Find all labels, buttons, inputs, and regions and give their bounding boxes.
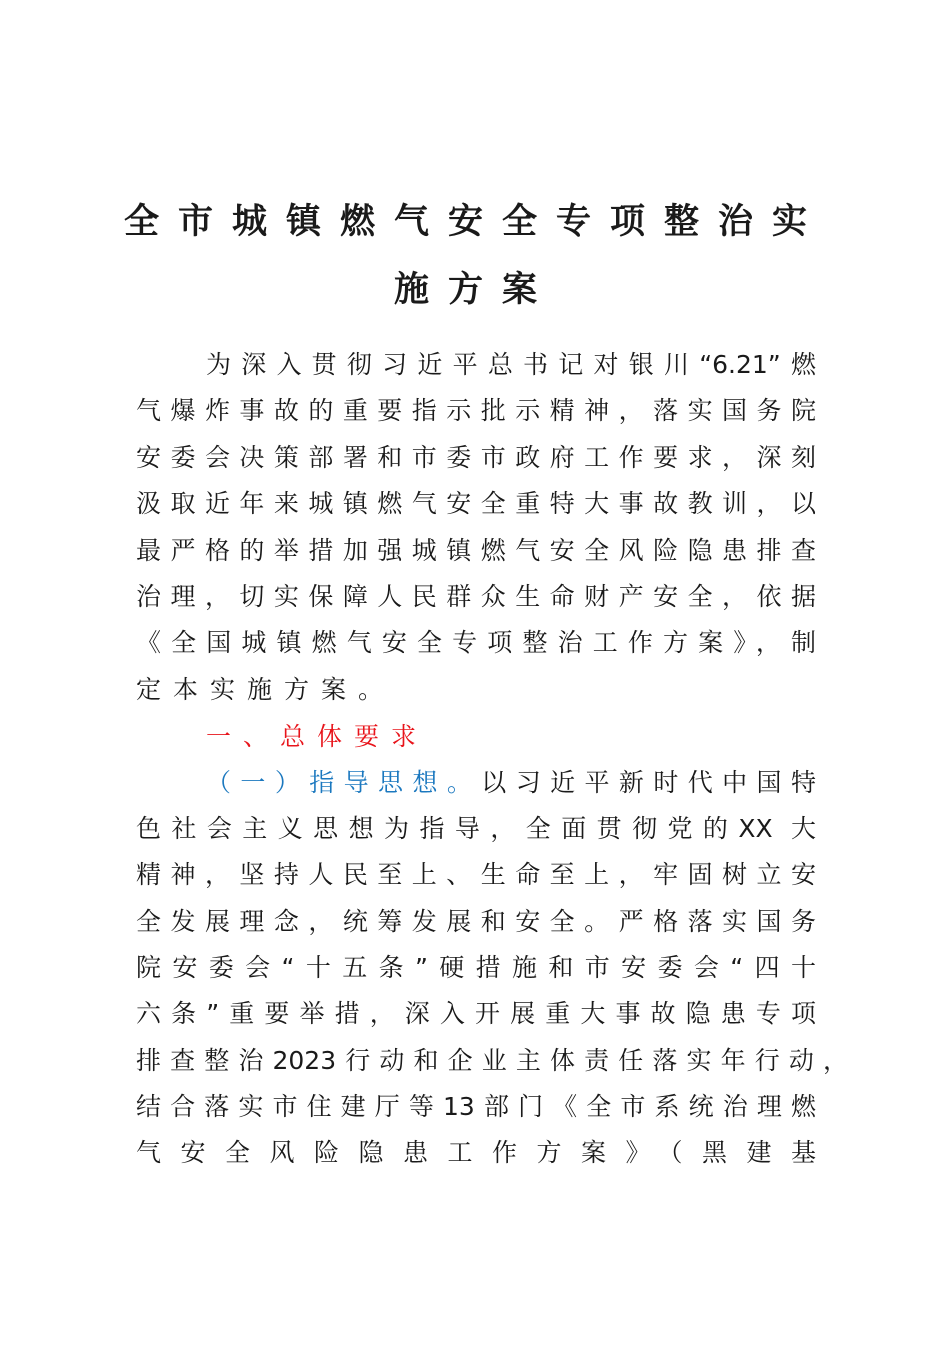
intro-line: 定本实施方案。: [136, 675, 396, 704]
subsection-line: 排查整治2023行动和企业主体责任落实年行动，: [136, 1046, 848, 1075]
intro-line: 治理，切实保障人民群众生命财产安全，依据: [136, 582, 816, 611]
intro-line: 最严格的举措加强城镇燃气安全风险隐患排查: [136, 536, 816, 565]
intro-line: 汲取近年来城镇燃气安全重特大事故教训，以: [136, 489, 816, 518]
subsection-label: （一）指导思想。: [206, 768, 482, 797]
intro-line: 气爆炸事故的重要指示批示精神，落实国务院: [136, 396, 816, 425]
intro-line: 《全国城镇燃气安全专项整治工作方案》，制: [136, 628, 816, 657]
section-heading: 一、总体要求: [206, 722, 429, 751]
subsection-line: 全发展理念，统筹发展和安全。严格落实国务: [136, 907, 816, 936]
subsection-line: 六条”重要举措，深入开展重大事故隐患专项: [136, 999, 816, 1028]
subsection-line: 精神，坚持人民至上、生命至上，牢固树立安: [136, 860, 816, 889]
intro-line: 为深入贯彻习近平总书记对银川“6.21”燃: [206, 350, 816, 379]
intro-line: 安委会决策部署和市委市政府工作要求，深刻: [136, 443, 816, 472]
subsection-line: 气安全风险隐患工作方案》（黑建基: [136, 1138, 816, 1167]
subsection-text: 以习近平新时代中国特: [481, 768, 816, 797]
subsection-line: 院安委会“十五条”硬措施和市安委会“四十: [136, 953, 816, 982]
subsection-first-line: [206, 768, 816, 800]
subsection-line: 色社会主义思想为指导，全面贯彻党的XX 大: [136, 814, 816, 843]
subsection-line: 结合落实市住建厅等13部门《全市系统治理燃: [136, 1092, 816, 1121]
document-title-line-2: 施方案: [393, 270, 556, 310]
document-title-line-1: 全市城镇燃气安全专项整治实: [123, 202, 826, 242]
